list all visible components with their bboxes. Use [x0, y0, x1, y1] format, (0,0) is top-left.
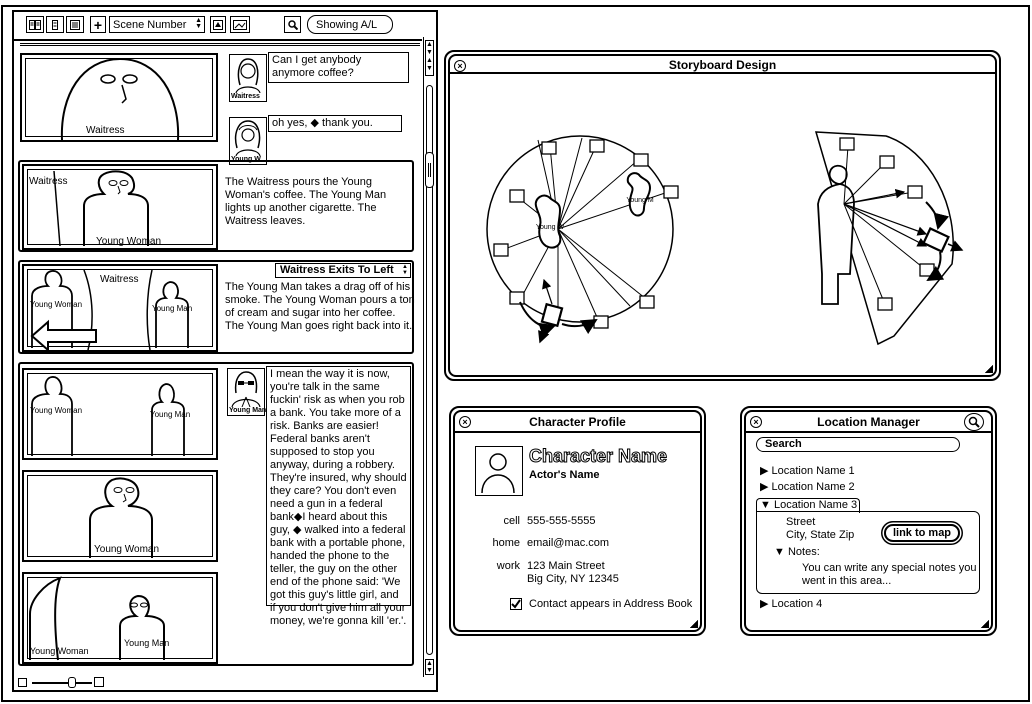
action-text[interactable]: The Young Man takes a drag off of his smoke. The Young Woman pours a ton of cream and sugar into her coffee. The Young Man goes right back into it.: [225, 281, 415, 332]
character-photo[interactable]: [475, 446, 523, 496]
image-button[interactable]: [230, 16, 250, 33]
shot-frame-4[interactable]: [22, 368, 218, 460]
zoom-thumb[interactable]: [68, 677, 76, 688]
dialogue-text: I mean the way it is now, you're talk in the same fuckin' risk as when you rob a bank. You take more of a risk. Banks are easier! Federal banks aren't supposed to stop you anyway, during a robbery. They're insured, why should they care? You don't even need a gun in a federal bank◆I heard about this guy, ◆ walked into a federal bank with a portable phone, handed the phone to the teller, the guy on the other end of the phone said: 'We got this guy's little girl, and if you don't give him all your money, we're gonna kill 'er.'.: [270, 368, 407, 627]
dialogue-bubble-3[interactable]: [266, 366, 411, 627]
action-text[interactable]: The Waitress pours the Young Woman's coffee. The Young Man lights up another cigarette. The Waitress leaves.: [225, 176, 387, 227]
cell-label: cell: [503, 515, 520, 527]
search-field-value: Showing A/L: [316, 18, 378, 31]
avatar-waitress[interactable]: [229, 54, 267, 102]
search-icon: [968, 416, 980, 428]
search-icon: [288, 20, 298, 30]
actor-name[interactable]: Actor's Name: [529, 469, 600, 481]
scroll-up-arrows[interactable]: ▲ ▼ ▲ ▼: [425, 40, 434, 76]
sort-field-value: Scene Number: [113, 18, 187, 31]
frame-label: Young Woman: [94, 544, 160, 555]
panel-title-divider: [455, 431, 700, 433]
shot-frame-2[interactable]: [22, 164, 218, 250]
view-two-column-button[interactable]: [26, 16, 44, 33]
close-icon[interactable]: ×: [459, 416, 471, 428]
work-label: work: [496, 560, 520, 572]
panel-title: Storyboard Design: [668, 58, 777, 72]
avatar-young-man[interactable]: [227, 368, 265, 416]
location-search-input[interactable]: [756, 437, 960, 452]
storyboard-panel: [448, 54, 997, 377]
search-toggle-button[interactable]: [284, 16, 301, 33]
address-book-label: Contact appears in Address Book: [529, 598, 693, 610]
location-item-2[interactable]: ▶ Location Name 2: [760, 481, 855, 493]
frame-label: Young Woman: [96, 236, 162, 247]
scroll-thumb[interactable]: [425, 152, 434, 188]
notes-label: ▼ Notes:: [774, 546, 820, 558]
young-man-portrait-icon: [228, 369, 263, 407]
avatar-name: Waitress: [231, 93, 260, 100]
person-silhouette-icon: [476, 447, 521, 494]
toolbar-divider-2: [20, 43, 420, 46]
frame-label: Waitress: [100, 274, 139, 285]
frame-label: Young Woman: [30, 646, 89, 656]
frame-label: Young Man: [124, 638, 170, 648]
resize-handle-icon[interactable]: [985, 365, 993, 373]
avatar-young-woman[interactable]: [229, 117, 267, 165]
stepper-icon: ▲ ▼: [195, 17, 202, 30]
home-label: home: [492, 537, 520, 549]
location-item-label: Location Name 1: [771, 465, 855, 477]
storyboard-mark-label: Young W: [535, 224, 565, 231]
frame-label: Young Woman: [30, 406, 83, 415]
transition-value: Waitress Exits To Left: [280, 264, 394, 276]
vertical-scrollbar[interactable]: [423, 37, 436, 677]
cell-value[interactable]: 555-555-5555: [527, 515, 596, 527]
young-woman-portrait-icon: [230, 118, 265, 156]
transition-select[interactable]: [275, 263, 411, 278]
location-item-3-tab[interactable]: ▼ Location Name 3: [756, 498, 860, 513]
shot-card-3[interactable]: [18, 260, 414, 354]
panel-title: Character Profile: [529, 415, 626, 429]
avatar-name: Young Man: [229, 407, 267, 414]
frame-label: Young Man: [150, 410, 191, 419]
frame-label: Young Woman: [30, 300, 83, 309]
location-item-label: Location 4: [771, 598, 823, 610]
notes-label-text: Notes:: [787, 546, 820, 558]
city-text[interactable]: City, State Zip: [786, 529, 855, 541]
location-item-3-expanded[interactable]: [756, 498, 980, 594]
move-up-button[interactable]: [210, 16, 226, 33]
zoom-in-icon[interactable]: [94, 677, 104, 687]
location-panel: [744, 410, 993, 632]
notes-text[interactable]: You can write any special notes you went in this area...: [802, 562, 977, 587]
view-single-frame-button[interactable]: [46, 16, 64, 33]
street-text[interactable]: Street: [786, 516, 816, 528]
link-to-map-label: link to map: [892, 527, 952, 539]
sort-field-select[interactable]: [109, 16, 205, 33]
checkmark-icon: [511, 599, 521, 609]
stepper-icon: ▲ ▼: [402, 264, 408, 276]
dialogue-bubble-1[interactable]: [268, 52, 409, 83]
frame-label: Waitress: [29, 176, 68, 187]
zoom-track[interactable]: [32, 682, 92, 684]
toolbar-divider: [14, 39, 422, 41]
close-icon[interactable]: ×: [750, 416, 762, 428]
avatar-name: Young W: [231, 156, 261, 163]
shot-frame-1[interactable]: [20, 53, 218, 142]
triangle-up-icon: [213, 20, 223, 30]
location-item-label: Location Name 2: [771, 481, 855, 493]
panel-title: Location Manager: [817, 415, 920, 429]
storyboard-diagram: [450, 74, 995, 374]
add-shot-button[interactable]: +: [90, 16, 106, 33]
close-icon[interactable]: ×: [454, 60, 466, 72]
resize-handle-icon[interactable]: [690, 620, 698, 628]
image-icon: [233, 20, 247, 30]
storyboard-mark-label: Young M: [626, 197, 654, 204]
character-name[interactable]: Character Name: [529, 446, 668, 466]
panel-title-divider: [746, 431, 991, 433]
search-placeholder: Search: [765, 438, 802, 450]
shot-frame-3[interactable]: [22, 264, 218, 352]
search-field[interactable]: [307, 15, 393, 34]
dialogue-text: oh yes, ◆ thank you.: [272, 117, 373, 129]
frame-label: Waitress: [86, 125, 125, 136]
home-value[interactable]: email@mac.com: [527, 537, 610, 549]
waitress-portrait-icon: [230, 55, 265, 93]
address-book-checkbox[interactable]: [510, 598, 522, 610]
character-panel: [453, 410, 702, 632]
shot-frame-6[interactable]: [22, 572, 218, 664]
scroll-down-arrows[interactable]: ▲ ▼: [426, 660, 433, 674]
location-item-1[interactable]: ▶ Location Name 1: [760, 465, 855, 477]
dialogue-bubble-2[interactable]: [268, 115, 402, 132]
zoom-out-icon[interactable]: [18, 678, 27, 687]
dialogue-text: Can I get anybody anymore coffee?: [272, 54, 362, 79]
resize-handle-icon[interactable]: [981, 620, 989, 628]
zoom-slider[interactable]: [18, 676, 108, 688]
link-to-map-button[interactable]: [884, 524, 960, 542]
location-search-toggle[interactable]: [964, 413, 984, 431]
shot-card-2[interactable]: [18, 160, 414, 252]
shot-frame-5[interactable]: [22, 470, 218, 562]
work-line-2[interactable]: Big City, NY 12345: [527, 573, 619, 585]
frame-label: Young Man: [152, 304, 193, 313]
location-item-label: Location Name 3: [773, 499, 858, 511]
location-item-4[interactable]: ▶ Location 4: [760, 598, 823, 610]
work-line-1[interactable]: 123 Main Street: [527, 560, 605, 572]
view-text-button[interactable]: [66, 16, 84, 33]
